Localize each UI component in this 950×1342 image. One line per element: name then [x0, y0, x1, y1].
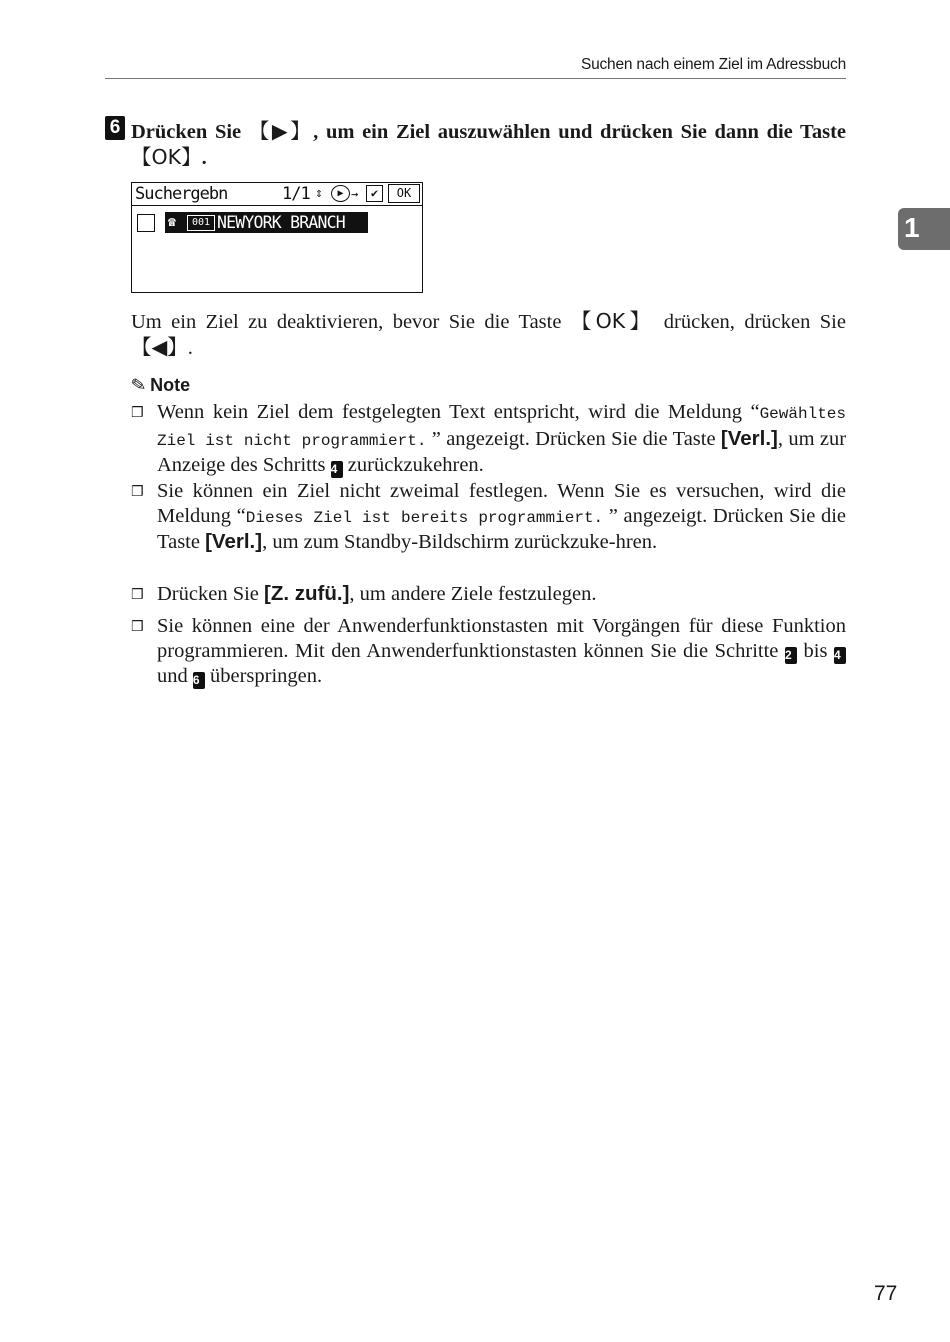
para-text-2: drücken, drücken Sie [654, 311, 846, 333]
note-text: zurückzukehren. [342, 454, 484, 476]
note-checkbox-icon: ❒ [131, 484, 144, 500]
note-checkbox-icon: ❒ [131, 405, 144, 421]
note-text: , um zum Standby-Bildschirm zurückzuke-hren. [262, 531, 658, 553]
key-label: [Z. zufü.] [264, 582, 350, 605]
destination-selected [165, 212, 368, 233]
running-header: Suchen nach einem Ziel im Adressbuch [580, 56, 846, 73]
note-text: , um andere Ziele festzulegen. [349, 583, 597, 605]
note-item-text [157, 479, 846, 555]
destination-name: NEWYORK BRANCH [217, 213, 345, 232]
note-text: ” angezeigt. Drücken Sie die Taste [157, 504, 846, 553]
ok-key: 【OK】 [131, 145, 202, 169]
checkbox-checked-icon: ✔ [366, 185, 383, 202]
note-text: Sie können ein Ziel nicht zweimal festlegen. Wenn Sie es versuchen, wird die Meldung “ [157, 480, 846, 527]
note-text: und [157, 664, 193, 687]
note-text: überspringen. [204, 664, 323, 687]
note-text: , um zur Anzeige des Schritts [157, 427, 847, 476]
note-heading-label: Note [150, 375, 191, 395]
ok-key: 【OK】 [570, 309, 655, 333]
scroll-updown-icon: ⇕ [315, 186, 323, 201]
circle-right-arrow-icon: ▶ [331, 185, 350, 202]
step-ref-badge: 4 [331, 461, 343, 478]
left-arrow-key: 【◀】 [131, 335, 188, 359]
lcd-message: Gewähltes Ziel ist nicht programmiert. [157, 405, 846, 450]
para-text-1: Um ein Ziel zu deaktivieren, bevor Sie die Taste [131, 311, 571, 333]
step-ref-badge: 6 [193, 672, 205, 689]
note-item-text [157, 582, 846, 607]
fax-icon: ☎ [168, 215, 176, 230]
step-ref-badge: 4 [834, 647, 846, 664]
chapter-tab-number: 1 [904, 212, 920, 243]
note-text: Drücken Sie [157, 583, 265, 605]
para-text-3: . [187, 337, 193, 359]
key-label: [Verl.] [205, 530, 263, 553]
lcd-message: Dieses Ziel ist bereits programmiert. [245, 508, 604, 527]
page-number: 77 [874, 1282, 898, 1305]
step-number-badge: 6 [105, 116, 125, 140]
arrow-right-icon: → [351, 187, 359, 201]
destination-number: 001 [187, 215, 215, 231]
deselect-paragraph [131, 309, 846, 361]
step-text-3: . [201, 147, 207, 169]
step-instruction [131, 119, 846, 171]
step-text-2: , um ein Ziel auszuwählen und drücken Sie dann die Taste [313, 121, 846, 143]
note-heading [131, 373, 190, 397]
lcd-destination-row [132, 211, 422, 235]
chapter-tab [898, 208, 950, 250]
step-ref-badge: 2 [785, 647, 797, 664]
step-text-1: Drücken Sie [131, 121, 249, 143]
lcd-screen [131, 182, 423, 293]
lcd-ok-button: OK [388, 184, 420, 203]
note-checkbox-icon: ❒ [131, 587, 144, 603]
note-checkbox-icon: ❒ [131, 619, 144, 635]
lcd-title: Suchergebn [135, 184, 228, 204]
note-text: ” angezeigt. Drücken Sie die Taste [426, 427, 721, 450]
right-arrow-key: 【▶】 [248, 119, 314, 143]
note-text: Sie können eine der Anwenderfunktionstasten mit Vorgängen für diese Funktion programmieren. Mit den Anwenderfunktionstasten können Sie die Schritte [157, 615, 846, 662]
note-text: Wenn kein Ziel dem festgelegten Text entspricht, wird die Meldung “ [157, 401, 760, 423]
lcd-page-indicator: 1/1 [282, 184, 310, 204]
key-label: [Verl.] [720, 426, 778, 450]
note-text: bis [796, 639, 834, 662]
note-item-text [157, 614, 846, 689]
destination-checkbox [137, 214, 155, 232]
note-item-text [157, 400, 846, 478]
pencil-icon: ✎ [129, 374, 148, 396]
header-rule [105, 78, 846, 79]
lcd-title-bar [132, 183, 422, 206]
